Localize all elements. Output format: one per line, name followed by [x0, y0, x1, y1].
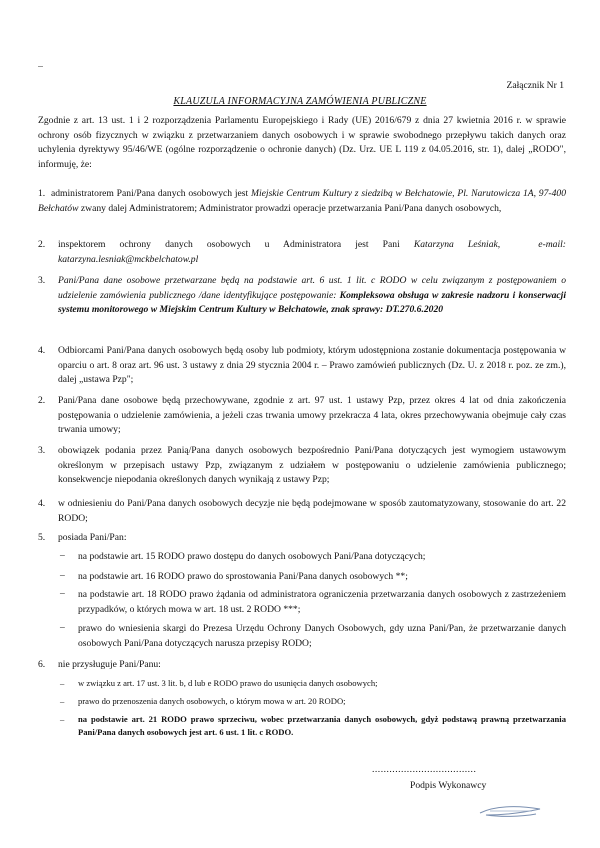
item-legal-basis: [58, 274, 566, 318]
list-dash: –: [60, 588, 65, 599]
signature-line: ....................................: [372, 764, 477, 775]
no-right-portability: prawo do przenoszenia danych osobowych, o którym mowa w art. 20 RODO;: [78, 696, 346, 706]
list-dash: –: [60, 678, 65, 688]
item-recipients: Odbiorcami Pani/Pana danych osobowych będą osoby lub podmioty, którym udostępniona zostanie dokumentacja postępowania w oparciu o art. 8 oraz art. 96 ust. 3 ustawy z dnia 29 stycznia 2004 r. – Prawo zamówień publicznych (Dz. U. z 2018 r. poz. ze zm.), dalej „ustawa Pzp";: [58, 345, 566, 386]
item-text: Pani/Pana dane osobowe przetwarzane będą na podstawie art. 6 ust. 1 lit. c RODO w celu związanym z postępowaniem o udzielenie zamówienia publicznego /dane identyfikujące postępowanie:: [58, 275, 566, 301]
procurement-subject: Kompleksowa obsługa w zakresie nadzoru i konserwacji systemu monitorowego w Miejskim Centrum Kultury w Bełchatowie, znak sprawy: DT.270.6.2020: [58, 289, 566, 316]
item-text: administratorem Pani/Pana danych osobowych jest: [51, 188, 251, 199]
no-right-erasure: w związku z art. 17 ust. 3 lit. b, d lub e RODO prawo do usunięcia danych osobowych;: [78, 678, 378, 688]
signature-label: Podpis Wykonawcy: [410, 780, 487, 791]
item-number: 5.: [38, 532, 46, 543]
item-obligation: obowiązek podania przez Panią/Pana danych osobowych bezpośrednio Pani/Pana dotyczących jest wymogiem ustawowym określonym w przepisach ustawy Pzp, związanym z udziałem w postępowaniu o udzielenie zamówienia publicznego; konsekwencje niepodania określonych danych wynikają z ustawy Pzp;: [58, 445, 566, 486]
annex-label: Załącznik Nr 1: [506, 80, 564, 91]
no-right-objection: na podstawie art. 21 RODO prawo sprzeciwu, wobec przetwarzania danych osobowych, gdyż podstawą prawną przetwarzania Pani/Pana danych osobowych jest art. 6 ust. 1 lit. c RODO.: [78, 714, 566, 737]
item-rights-heading: posiada Pani/Pan:: [58, 532, 127, 543]
list-dash: –: [60, 714, 65, 724]
handwritten-signature: [476, 800, 546, 822]
right-access: na podstawie art. 15 RODO prawo dostępu do danych osobowych Pani/Pana dotyczących;: [78, 551, 426, 562]
item-number: 3.: [38, 275, 46, 286]
intro-paragraph: Zgodnie z art. 13 ust. 1 i 2 rozporządzenia Parlamentu Europejskiego i Rady (UE) 2016/679 z dnia 27 kwietnia 2016 r. w sprawie ochrony osób fizycznych w związku z przetwarzaniem danych osobowych i w sprawie swobodnego przepływu takich danych oraz uchylenia dyrektywy 95/46/WE (ogólne rozporządzenie o ochronie danych) (Dz. Urz. UE L 119 z 04.05.2016, str. 1), dalej „RODO", informuję, że:: [38, 115, 566, 170]
margin-tick: [38, 66, 43, 67]
item-number: 3.: [38, 445, 46, 456]
item-number: 1.: [38, 188, 46, 199]
list-dash: –: [60, 550, 65, 561]
list-dash: –: [60, 570, 65, 581]
item-text: inspektorem ochrony danych osobowych u Administratora jest Pani: [58, 239, 414, 250]
item-number: 4.: [38, 345, 46, 356]
item-number: 4.: [38, 498, 46, 509]
item-no-rights-heading: nie przysługuje Pani/Panu:: [58, 659, 161, 670]
item-number: 6.: [38, 659, 46, 670]
item-number: 2.: [38, 239, 46, 250]
item-inspector: [58, 238, 566, 267]
right-rectification: na podstawie art. 16 RODO prawo do sprostowania Pani/Pana danych osobowych **;: [78, 571, 408, 582]
inspector-email: e-mail: katarzyna.lesniak@mckbelchatow.pl: [58, 239, 566, 265]
item-administrator: [38, 187, 566, 216]
right-complaint: prawo do wniesienia skargi do Prezesa Urzędu Ochrony Danych Osobowych, gdy uzna Pani/Pan, że przetwarzanie danych osobowych Pani/Pana dotyczących narusza przepisy RODO;: [78, 623, 566, 649]
administrator-name: Miejskie Centrum Kultury z siedzibą w Bełchatowie, Pl. Narutowicza 1A, 97-400 Bełchatów: [38, 188, 566, 214]
item-number: 2.: [38, 395, 46, 406]
list-dash: –: [60, 622, 65, 633]
right-restriction: na podstawie art. 18 RODO prawo żądania od administratora ograniczenia przetwarzania danych osobowych z zastrzeżeniem przypadków, o których mowa w art. 18 ust. 2 RODO ***;: [78, 589, 566, 615]
list-dash: –: [60, 696, 65, 706]
document-title: KLAUZULA INFORMACYJNA ZAMÓWIENIA PUBLICZNE: [173, 96, 427, 107]
item-text: zwany dalej Administratorem; Administrator prowadzi operacje przetwarzania Pani/Pana danych osobowych,: [78, 202, 502, 214]
item-automation: w odniesieniu do Pani/Pana danych osobowych decyzje nie będą podejmowane w sposób zautomatyzowany, stosowanie do art. 22 RODO;: [58, 498, 566, 524]
item-retention: Pani/Pana dane osobowe będą przechowywane, zgodnie z art. 97 ust. 1 ustawy Pzp, przez okres 4 lat od dnia zakończenia postępowania o udzielenie zamówienia, a jeżeli czas trwania umowy przekracza 4 lata, okres przechowywania obejmuje cały czas trwania umowy;: [58, 395, 566, 436]
inspector-name: Katarzyna Leśniak,: [413, 239, 501, 250]
